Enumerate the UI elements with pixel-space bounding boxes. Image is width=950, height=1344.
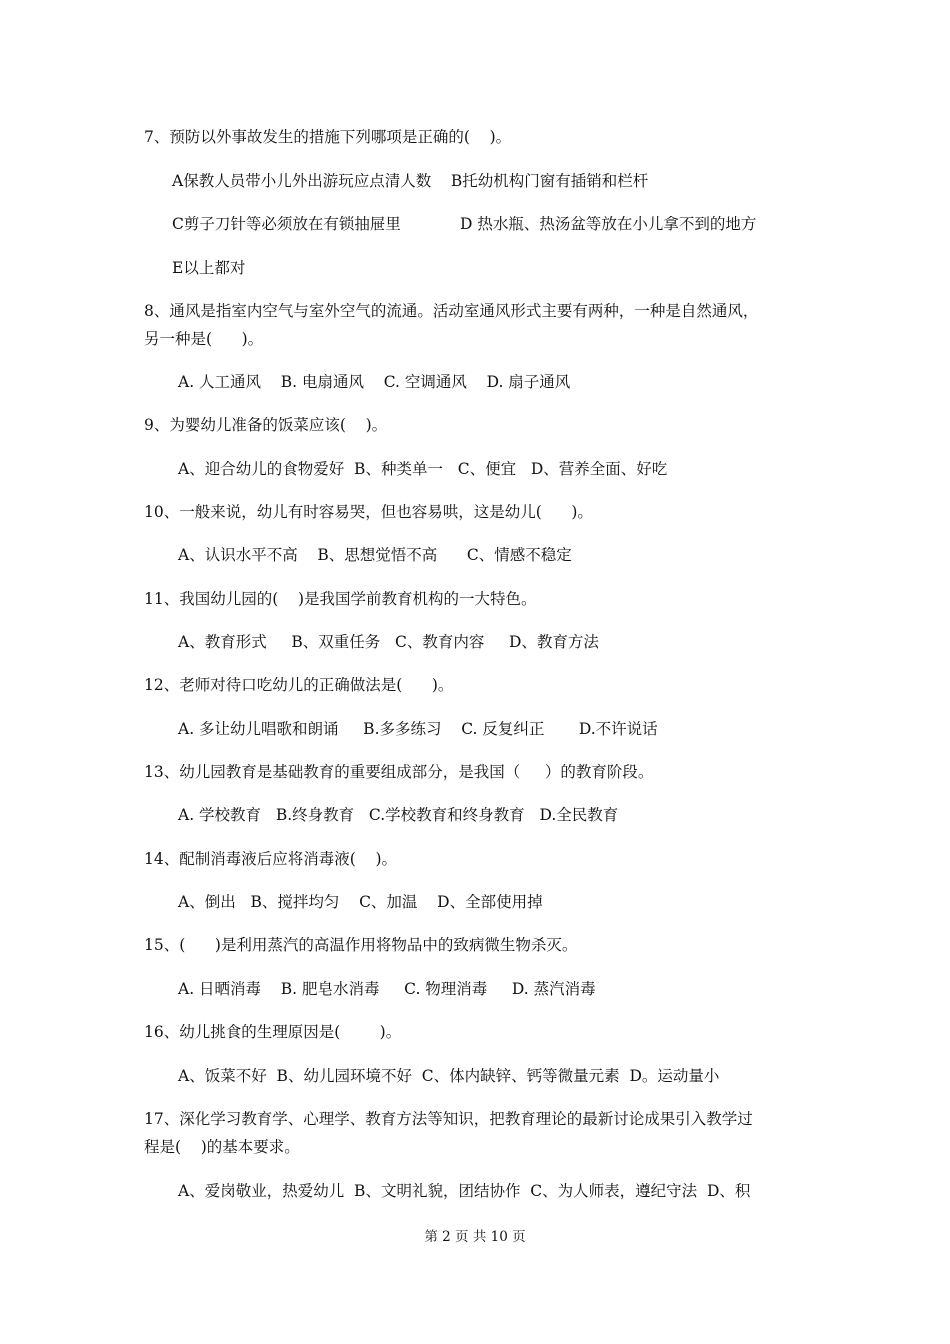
question-16-options: A、饭菜不好 B、幼儿园环境不好 C、体内缺锌、钙等微量元素 D。运动量小 — [178, 1067, 720, 1085]
question-10: 10、一般来说，幼儿有时容易哭，但也容易哄，这是幼儿( )。 — [144, 503, 593, 521]
question-15: 15、( )是利用蒸汽的高温作用将物品中的致病微生物杀灭。 — [144, 936, 578, 954]
question-11-options: A、教育形式 B、双重任务 C、教育内容 D、教育方法 — [178, 633, 599, 651]
question-17-line-1: 17、深化学习教育学、心理学、教育方法等知识，把教育理论的最新讨论成果引入教学过 — [144, 1110, 753, 1128]
question-9-options: A、迎合幼儿的食物爱好 B、种类单一 C、便宜 D、营养全面、好吃 — [178, 460, 668, 478]
question-15-options: A. 日晒消毒 B. 肥皂水消毒 C. 物理消毒 D. 蒸汽消毒 — [178, 980, 596, 998]
question-7-options-cd: C剪子刀针等必须放在有锁抽屉里 D 热水瓶、热汤盆等放在小儿拿不到的地方 — [172, 215, 757, 233]
question-10-options: A、认识水平不高 B、思想觉悟不高 C、情感不稳定 — [178, 546, 572, 564]
question-13-options: A. 学校教育 B.终身教育 C.学校教育和终身教育 D.全民教育 — [178, 806, 619, 824]
question-12-options: A. 多让幼儿唱歌和朗诵 B.多多练习 C. 反复纠正 D.不许说话 — [178, 720, 658, 738]
question-17-line-2: 程是( )的基本要求。 — [144, 1138, 300, 1156]
question-14-options: A、倒出 B、搅拌均匀 C、加温 D、全部使用掉 — [178, 893, 543, 911]
question-8-line-2: 另一种是( )。 — [144, 330, 264, 348]
page-footer: 第 2 页 共 10 页 — [424, 1229, 526, 1245]
question-16: 16、幼儿挑食的生理原因是( )。 — [144, 1023, 402, 1041]
question-8-options: A. 人工通风 B. 电扇通风 C. 空调通风 D. 扇子通风 — [178, 373, 571, 391]
question-9: 9、为婴幼儿准备的饭菜应该( )。 — [144, 416, 388, 434]
question-13: 13、幼儿园教育是基础教育的重要组成部分，是我国（ ）的教育阶段。 — [144, 763, 654, 781]
question-11: 11、我国幼儿园的( )是我国学前教育机构的一大特色。 — [144, 590, 537, 608]
question-12: 12、老师对待口吃幼儿的正确做法是( )。 — [144, 676, 454, 694]
question-8-line-1: 8、通风是指室内空气与室外空气的流通。活动室通风形式主要有两种，一种是自然通风， — [144, 302, 759, 320]
question-7-option-e: E以上都对 — [172, 259, 246, 277]
question-14: 14、配制消毒液后应将消毒液( )。 — [144, 850, 398, 868]
question-7: 7、预防以外事故发生的措施下列哪项是正确的( )。 — [144, 128, 512, 146]
question-7-options-ab: A保教人员带小儿外出游玩应点清人数 B托幼机构门窗有插销和栏杆 — [172, 172, 649, 190]
question-17-options: A、爱岗敬业，热爱幼儿 B、文明礼貌，团结协作 C、为人师表，遵纪守法 D、积 — [178, 1182, 751, 1200]
